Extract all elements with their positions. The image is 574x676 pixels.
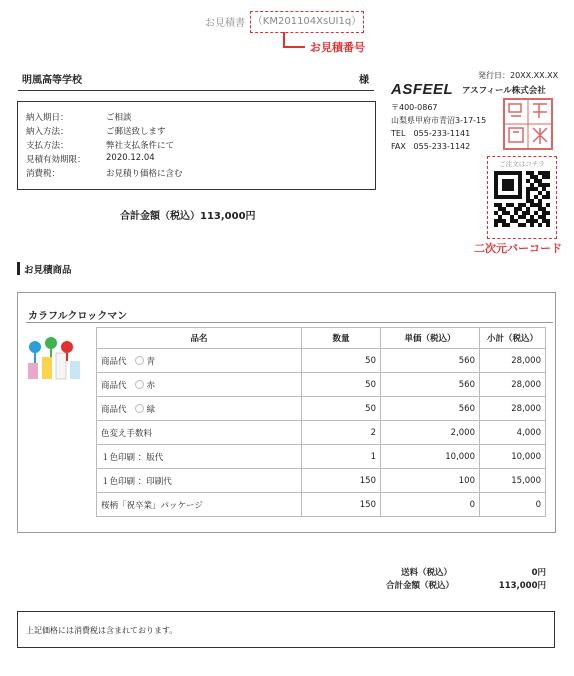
terms-row: 納入方法： ご郵送致します bbox=[26, 127, 166, 137]
issue-date: 発行日：20XX.XX.XX bbox=[478, 71, 559, 80]
cell-item bbox=[97, 349, 302, 373]
cell-unit: 10,000 bbox=[381, 445, 480, 469]
company-logo: ASFEEL bbox=[391, 81, 454, 98]
cell-item bbox=[97, 373, 302, 397]
cell-subtotal: 15,000 bbox=[480, 469, 546, 493]
option-radio-icon bbox=[135, 380, 144, 389]
cell-subtotal: 28,000 bbox=[480, 349, 546, 373]
col-unit: 単価（税込） bbox=[381, 328, 480, 349]
product-panel bbox=[17, 292, 556, 533]
table-row bbox=[97, 373, 546, 397]
qr-box bbox=[487, 156, 557, 239]
company-seal-stamp bbox=[503, 98, 553, 150]
grand-total-label: 合計金額（税込） bbox=[386, 581, 455, 591]
cell-unit: 560 bbox=[381, 349, 480, 373]
terms-row: 見積有効期限： 2020.12.04 bbox=[26, 153, 155, 165]
shipping-label: 送料（税込） bbox=[400, 568, 452, 578]
cell-qty: 150 bbox=[302, 493, 381, 517]
cell-subtotal: 28,000 bbox=[480, 373, 546, 397]
item-option: 緑 bbox=[146, 404, 156, 415]
terms-box bbox=[17, 101, 376, 190]
total-amount: 合計金額（税込）113,000円 bbox=[120, 211, 256, 222]
cell-item bbox=[97, 397, 302, 421]
company-postal: 〒400-0867 bbox=[391, 103, 438, 112]
product-image bbox=[26, 333, 88, 383]
company-address-block bbox=[391, 101, 486, 153]
recipient-honorific: 様 bbox=[359, 75, 369, 86]
cell-unit: 100 bbox=[381, 469, 480, 493]
qr-caption: ご注文はコチラ bbox=[499, 160, 545, 168]
col-qty: 数量 bbox=[302, 328, 381, 349]
annot-line-h bbox=[283, 46, 305, 48]
item-name: １色印刷 ：印刷代 bbox=[101, 476, 172, 487]
cell-qty: 1 bbox=[302, 445, 381, 469]
item-name: 桜柄「祝卒業」パッケージ bbox=[101, 500, 203, 511]
table-header bbox=[97, 328, 546, 349]
item-name: 商品代 bbox=[101, 356, 127, 367]
col-subtotal: 小計（税込） bbox=[480, 328, 546, 349]
table-row bbox=[97, 349, 546, 373]
qr-code[interactable] bbox=[494, 171, 550, 227]
cell-qty: 50 bbox=[302, 349, 381, 373]
cell-qty: 50 bbox=[302, 373, 381, 397]
cell-qty: 2 bbox=[302, 421, 381, 445]
cell-unit: 2,000 bbox=[381, 421, 480, 445]
section-marker bbox=[17, 262, 20, 275]
item-option: 青 bbox=[146, 356, 156, 367]
grand-total-value: 113,000円 bbox=[498, 581, 546, 591]
summary-values bbox=[470, 567, 546, 593]
summary-labels bbox=[386, 567, 455, 593]
terms-row: 消費税： お見積り価格に含む bbox=[26, 169, 183, 179]
item-name: 商品代 bbox=[101, 404, 127, 415]
cell-item bbox=[97, 445, 302, 469]
company-name: アスフィール株式会社 bbox=[462, 86, 546, 96]
table-row bbox=[97, 445, 546, 469]
table-row bbox=[97, 397, 546, 421]
terms-row: 支払方法： 弊社支払条件にて bbox=[26, 141, 175, 151]
recipient-underline bbox=[18, 90, 374, 91]
cell-subtotal: 4,000 bbox=[480, 421, 546, 445]
recipient-name: 明風高等学校 bbox=[22, 75, 82, 86]
col-item: 品名 bbox=[97, 328, 302, 349]
note-box bbox=[17, 611, 555, 648]
cell-qty: 150 bbox=[302, 469, 381, 493]
product-table bbox=[96, 327, 546, 517]
table-row bbox=[97, 493, 546, 517]
shipping-value: 0円 bbox=[531, 568, 546, 578]
option-radio-icon bbox=[135, 356, 144, 365]
cell-unit: 560 bbox=[381, 397, 480, 421]
terms-list bbox=[26, 111, 183, 181]
doc-prefix: お見積書 bbox=[205, 18, 245, 29]
table-row bbox=[97, 469, 546, 493]
terms-row: 納入期日： ご相談 bbox=[26, 113, 132, 123]
annot-qr-label: 二次元バーコード bbox=[474, 242, 562, 255]
item-name: 商品代 bbox=[101, 380, 127, 391]
company-fax: FAX 055-233-1142 bbox=[391, 142, 471, 151]
cell-item bbox=[97, 469, 302, 493]
item-option: 赤 bbox=[146, 380, 156, 391]
cell-subtotal: 28,000 bbox=[480, 397, 546, 421]
company-tel: TEL 055-233-1141 bbox=[391, 129, 471, 138]
cell-subtotal: 10,000 bbox=[480, 445, 546, 469]
cell-item bbox=[97, 493, 302, 517]
company-address: 山梨県甲府市青沼3-17-15 bbox=[391, 116, 487, 125]
cell-unit: 560 bbox=[381, 373, 480, 397]
item-name: 色変え手数料 bbox=[101, 428, 153, 439]
doc-title bbox=[205, 14, 245, 29]
annot-number-label: お見積番号 bbox=[310, 41, 365, 54]
item-name: １色印刷 ：版代 bbox=[101, 452, 164, 463]
cell-subtotal: 0 bbox=[480, 493, 546, 517]
note-text: 上記価格には消費税は含まれております。 bbox=[26, 626, 178, 635]
doc-number: （KM201104XsUI1q） bbox=[252, 16, 362, 27]
cell-item bbox=[97, 421, 302, 445]
cell-qty: 50 bbox=[302, 397, 381, 421]
cell-unit: 0 bbox=[381, 493, 480, 517]
table-row bbox=[97, 421, 546, 445]
doc-number-box bbox=[250, 11, 364, 33]
product-name: カラフルクロックマン bbox=[28, 311, 128, 322]
section-title: お見積商品 bbox=[24, 265, 72, 276]
option-radio-icon bbox=[135, 404, 144, 413]
product-divider bbox=[26, 322, 553, 323]
